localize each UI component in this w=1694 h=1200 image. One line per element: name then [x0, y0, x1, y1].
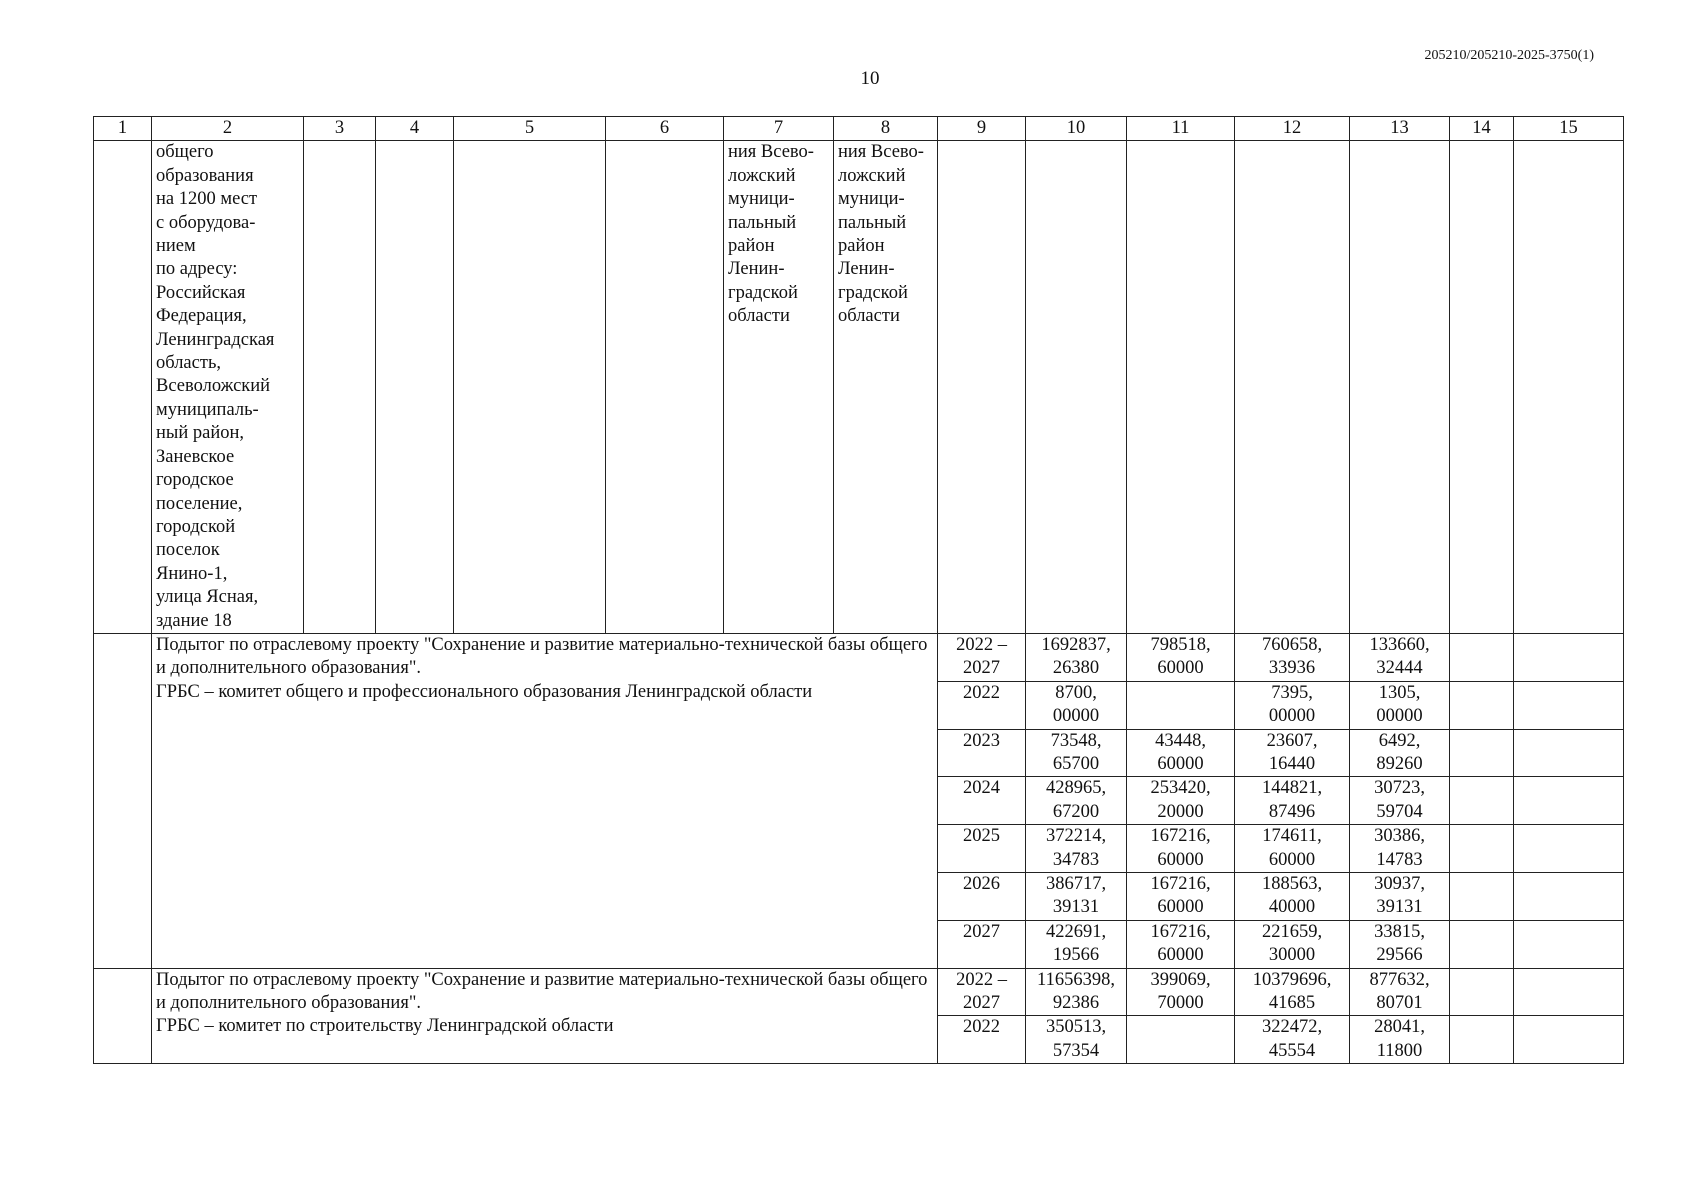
amount-cell: 322472, 45554	[1235, 1016, 1350, 1064]
subtotal-2-title: Подытог по отраслевому проекту "Сохранение и развитие материально-технической базы общего и дополнительного образования". ГРБС – комитет по строительству Ленинградской области	[152, 968, 938, 1064]
table-cell	[1514, 681, 1624, 729]
object-description-cell: общего образования на 1200 мест с оборудова- нием по адресу: Российская Федерация, Ленинградская область, Всеволожский муниципаль- ный район, Заневское городское поселение, городской поселок Янино-1, улица Ясная, здание 18	[152, 141, 304, 634]
table-cell	[1450, 1016, 1514, 1064]
header-cell: 3	[304, 117, 376, 141]
amount-cell: 760658, 33936	[1235, 633, 1350, 681]
subtotal-2-row	[94, 968, 1624, 1016]
amount-cell	[1127, 681, 1235, 729]
municipality-cell: ния Всево- ложский муници- пальный район Ленин- градской области	[724, 141, 834, 634]
table-cell	[1514, 968, 1624, 1016]
amount-cell: 167216, 60000	[1127, 825, 1235, 873]
table-cell	[1450, 825, 1514, 873]
amount-cell: 6492, 89260	[1350, 729, 1450, 777]
header-cell: 12	[1235, 117, 1350, 141]
header-cell: 13	[1350, 117, 1450, 141]
table-cell	[1026, 141, 1127, 634]
amount-cell: 428965, 67200	[1026, 777, 1127, 825]
subtotal-1-title: Подытог по отраслевому проекту "Сохранение и развитие материально-технической базы общего и дополнительного образования". ГРБС – комитет общего и профессионального образования Ленинградской области	[152, 633, 938, 968]
year-cell: 2023	[938, 729, 1026, 777]
document-id: 205210/205210-2025-3750(1)	[1424, 48, 1594, 63]
amount-cell	[1127, 1016, 1235, 1064]
amount-cell: 7395, 00000	[1235, 681, 1350, 729]
column-number-row	[94, 117, 1624, 141]
amount-cell: 30386, 14783	[1350, 825, 1450, 873]
table-cell	[1514, 920, 1624, 968]
table-cell	[1514, 825, 1624, 873]
budget-table	[93, 116, 1624, 1064]
header-cell: 6	[606, 117, 724, 141]
amount-cell: 877632, 80701	[1350, 968, 1450, 1016]
table-cell	[606, 141, 724, 634]
table-cell	[1127, 141, 1235, 634]
municipality-cell: ния Всево- ложский муници- пальный район Ленин- градской области	[834, 141, 938, 634]
amount-cell: 30937, 39131	[1350, 873, 1450, 921]
header-cell: 10	[1026, 117, 1127, 141]
year-cell: 2022	[938, 1016, 1026, 1064]
table-cell	[1514, 777, 1624, 825]
amount-cell: 1692837, 26380	[1026, 633, 1127, 681]
table-cell	[1450, 681, 1514, 729]
header-cell: 2	[152, 117, 304, 141]
header-cell: 5	[454, 117, 606, 141]
header-cell: 1	[94, 117, 152, 141]
table-cell	[454, 141, 606, 634]
year-cell: 2022 – 2027	[938, 633, 1026, 681]
year-cell: 2022 – 2027	[938, 968, 1026, 1016]
amount-cell: 167216, 60000	[1127, 873, 1235, 921]
table-cell	[1514, 873, 1624, 921]
table-cell	[1514, 141, 1624, 634]
table-cell	[1450, 873, 1514, 921]
amount-cell: 422691, 19566	[1026, 920, 1127, 968]
amount-cell: 73548, 65700	[1026, 729, 1127, 777]
table-cell	[1514, 729, 1624, 777]
amount-cell: 43448, 60000	[1127, 729, 1235, 777]
amount-cell: 167216, 60000	[1127, 920, 1235, 968]
table-cell	[304, 141, 376, 634]
table-cell	[1450, 920, 1514, 968]
amount-cell: 798518, 60000	[1127, 633, 1235, 681]
header-cell: 15	[1514, 117, 1624, 141]
amount-cell: 1305, 00000	[1350, 681, 1450, 729]
object-row	[94, 141, 1624, 634]
amount-cell: 221659, 30000	[1235, 920, 1350, 968]
header-cell: 11	[1127, 117, 1235, 141]
year-cell: 2024	[938, 777, 1026, 825]
table-cell	[938, 141, 1026, 634]
amount-cell: 33815, 29566	[1350, 920, 1450, 968]
amount-cell: 174611, 60000	[1235, 825, 1350, 873]
table-cell	[1450, 633, 1514, 681]
amount-cell: 372214, 34783	[1026, 825, 1127, 873]
header-cell: 4	[376, 117, 454, 141]
table-cell	[1450, 729, 1514, 777]
amount-cell: 188563, 40000	[1235, 873, 1350, 921]
header-cell: 14	[1450, 117, 1514, 141]
header-cell: 7	[724, 117, 834, 141]
table-cell	[94, 633, 152, 968]
table-cell	[1450, 968, 1514, 1016]
amount-cell: 28041, 11800	[1350, 1016, 1450, 1064]
amount-cell: 350513, 57354	[1026, 1016, 1127, 1064]
amount-cell: 8700, 00000	[1026, 681, 1127, 729]
amount-cell: 144821, 87496	[1235, 777, 1350, 825]
amount-cell: 386717, 39131	[1026, 873, 1127, 921]
table-cell	[94, 968, 152, 1064]
table-cell	[1514, 1016, 1624, 1064]
table-cell	[376, 141, 454, 634]
year-cell: 2027	[938, 920, 1026, 968]
header-cell: 8	[834, 117, 938, 141]
year-cell: 2025	[938, 825, 1026, 873]
amount-cell: 133660, 32444	[1350, 633, 1450, 681]
header-cell: 9	[938, 117, 1026, 141]
amount-cell: 11656398, 92386	[1026, 968, 1127, 1016]
amount-cell: 253420, 20000	[1127, 777, 1235, 825]
amount-cell: 399069, 70000	[1127, 968, 1235, 1016]
table-cell	[1450, 141, 1514, 634]
table-cell	[94, 141, 152, 634]
table-cell	[1450, 777, 1514, 825]
amount-cell: 30723, 59704	[1350, 777, 1450, 825]
subtotal-1-row	[94, 633, 1624, 681]
table-cell	[1235, 141, 1350, 634]
page-number: 10	[860, 68, 880, 89]
table-cell	[1350, 141, 1450, 634]
year-cell: 2022	[938, 681, 1026, 729]
amount-cell: 23607, 16440	[1235, 729, 1350, 777]
year-cell: 2026	[938, 873, 1026, 921]
table-cell	[1514, 633, 1624, 681]
amount-cell: 10379696, 41685	[1235, 968, 1350, 1016]
